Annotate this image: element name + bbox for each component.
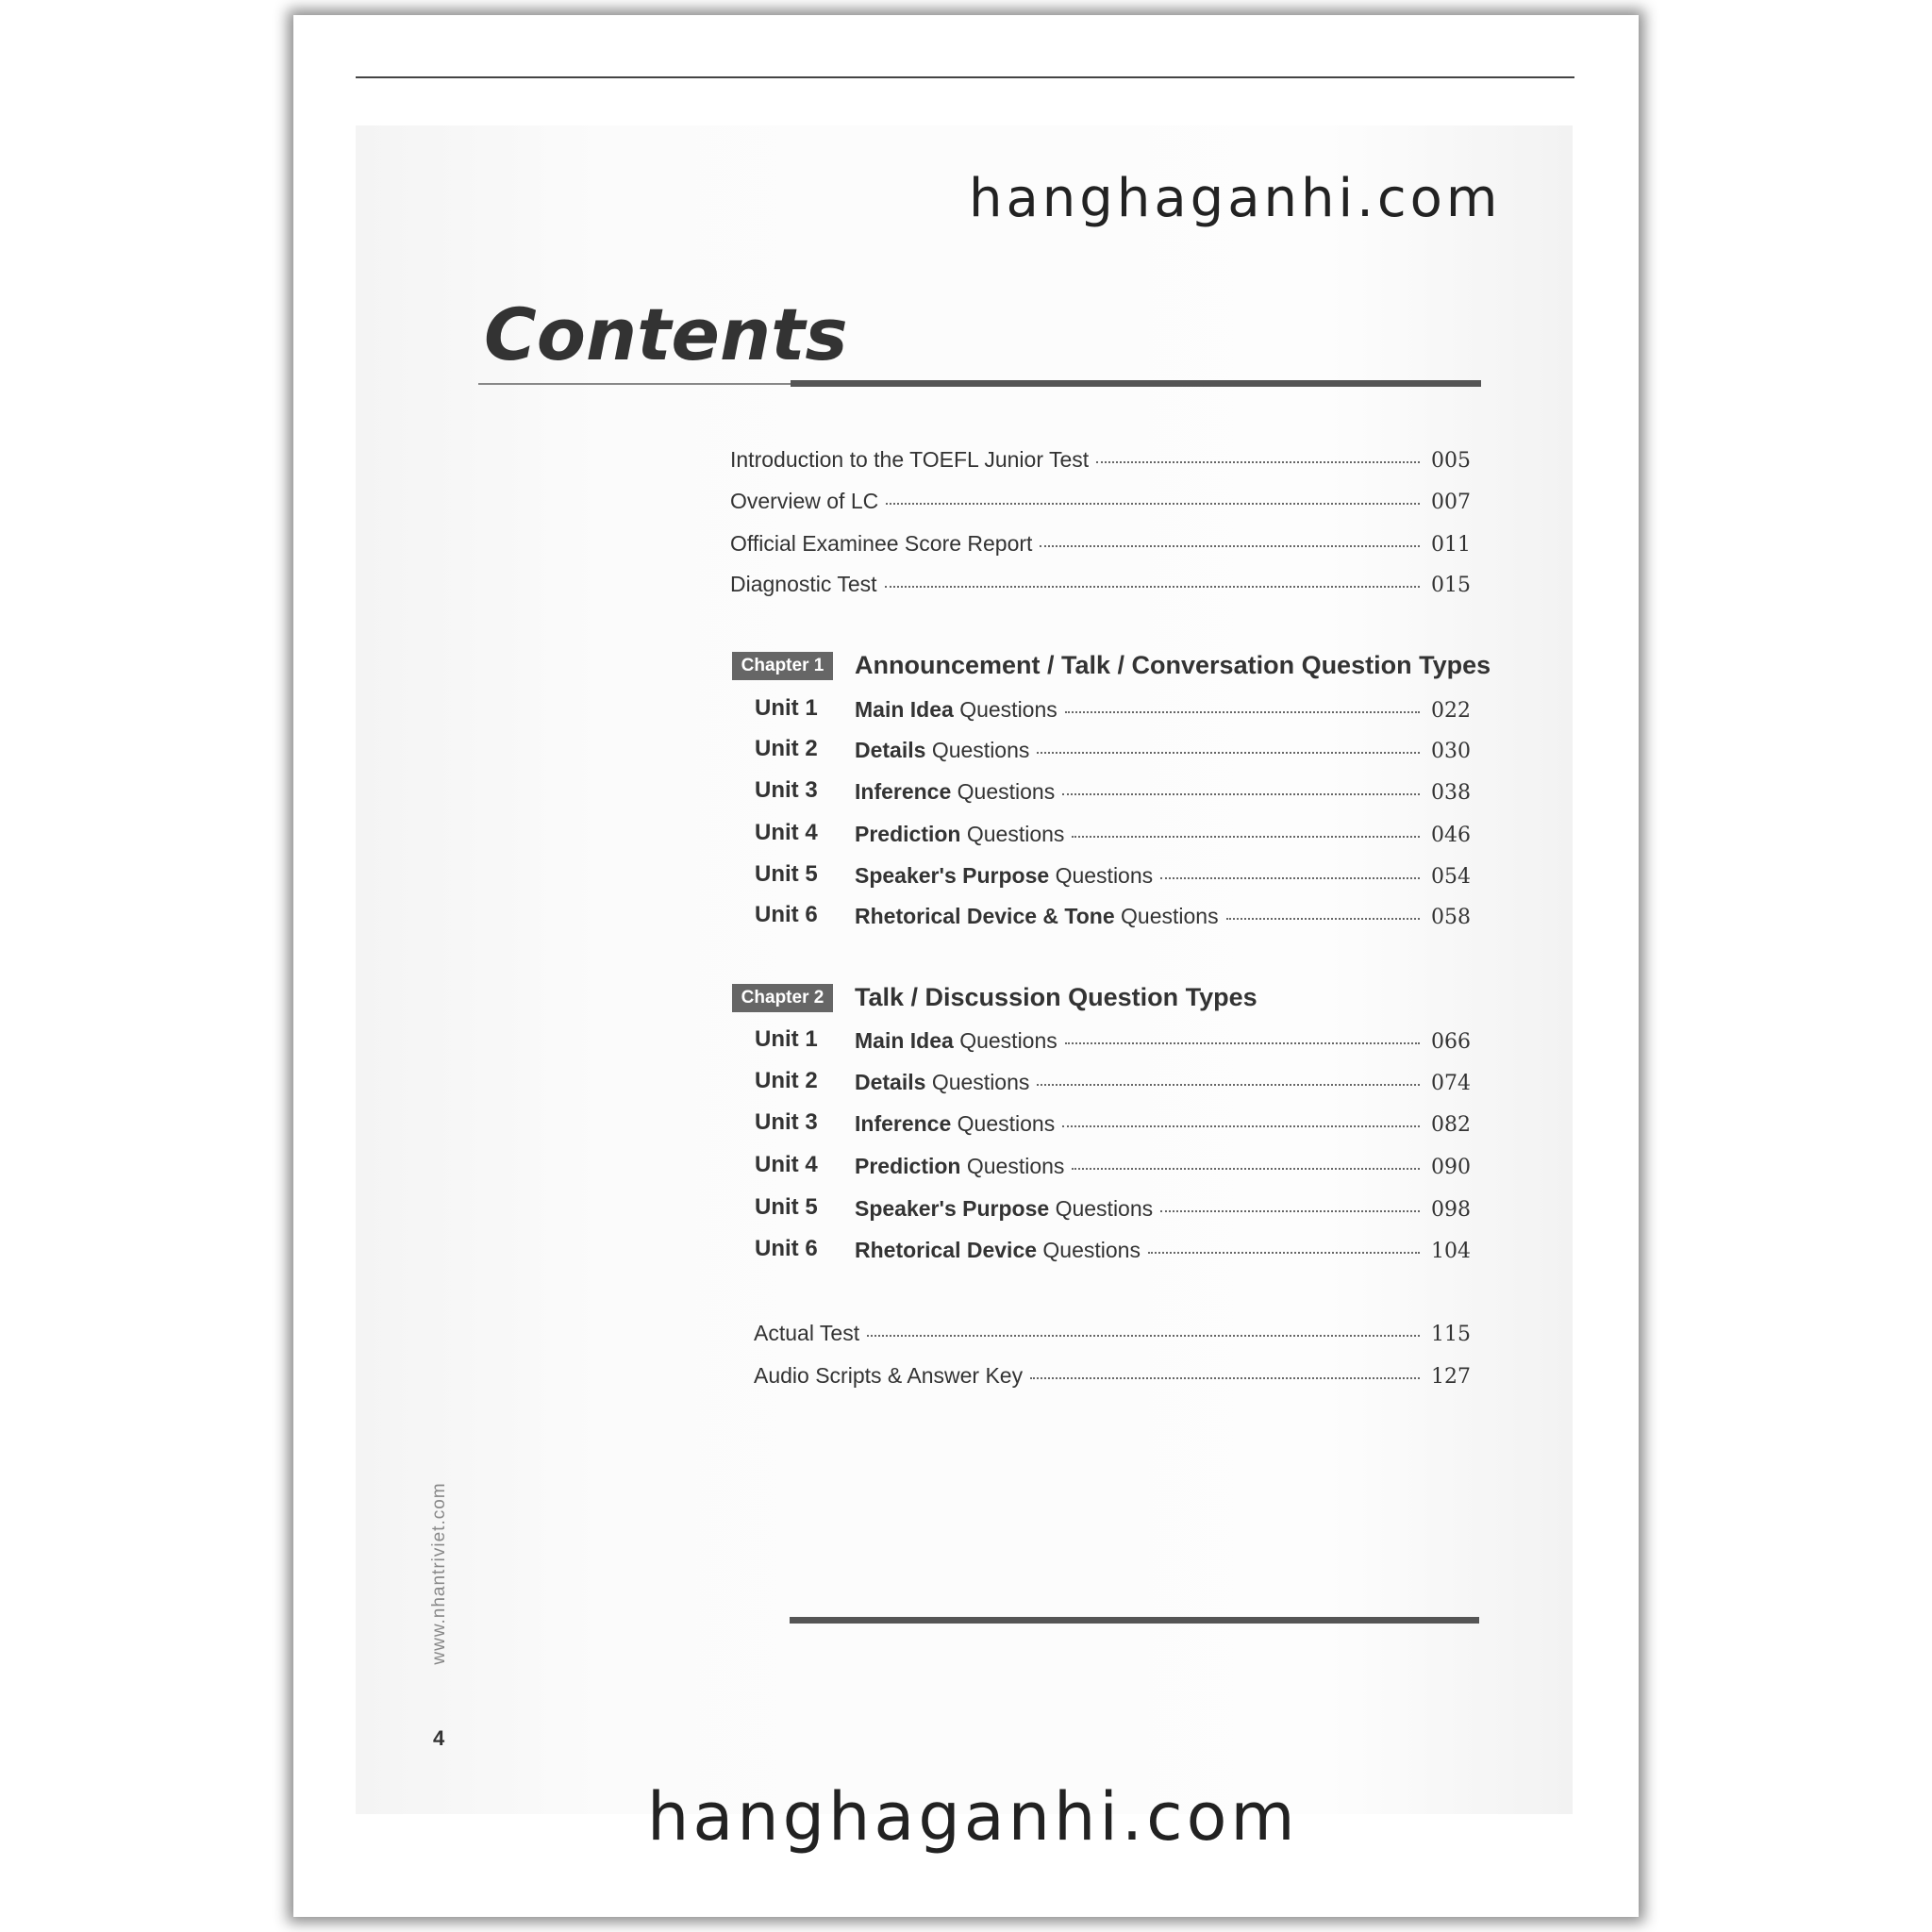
entry-title: Actual Test [754,1321,860,1345]
toc-entry[interactable] [855,1154,1471,1179]
page-ref: 090 [1431,1156,1471,1179]
toc-entry[interactable] [754,1321,1471,1346]
dot-leader [1062,1125,1420,1127]
entry-title-rest: Questions [960,822,1065,846]
page-ref: 015 [1431,574,1471,597]
page-ref: 005 [1431,449,1471,473]
entry-title-bold: Details [855,1070,926,1094]
toc-entry[interactable] [730,531,1471,557]
entry-title-bold: Speaker's Purpose [855,1196,1050,1221]
toc-entry[interactable] [754,1363,1471,1389]
chapter-title[interactable]: Talk / Discussion Question Types [855,983,1257,1011]
page-title: Contents [484,292,848,376]
page-ref: 058 [1431,906,1471,929]
chapter-title[interactable]: Announcement / Talk / Conversation Question Types [855,651,1491,679]
entry-title-rest: Questions [1049,1196,1154,1221]
entry-title [855,1028,1058,1054]
entry-title-bold: Main Idea [855,697,954,722]
publisher-url: www.nhantriviet.com [429,1482,449,1665]
toc-entry[interactable] [855,697,1471,723]
dot-leader [1037,752,1420,754]
entry-title-bold: Rhetorical Device [855,1238,1038,1262]
toc-entry[interactable] [855,738,1471,763]
page-ref: 046 [1431,824,1471,847]
toc-entry[interactable] [730,489,1471,514]
dot-leader [1226,918,1420,920]
entry-title [855,1238,1141,1263]
bottom-thick-rule [790,1617,1479,1624]
entry-title: Introduction to the TOEFL Junior Test [730,447,1090,472]
title-thick-rule [791,380,1481,387]
unit-label: Unit 4 [755,1152,818,1177]
dot-leader [867,1335,1420,1337]
entry-title-rest: Questions [953,697,1058,722]
dot-leader [1160,1210,1420,1212]
scanned-page-area [356,125,1573,1814]
page-ref: 030 [1431,740,1471,763]
dot-leader [885,586,1420,588]
entry-title: Audio Scripts & Answer Key [754,1363,1024,1388]
page-ref: 127 [1431,1365,1471,1389]
entry-title: Overview of LC [730,489,879,513]
title-thin-rule [478,383,791,385]
page-ref: 007 [1431,491,1471,514]
dot-leader [1065,1042,1420,1044]
entry-title-bold: Rhetorical Device & Tone [855,904,1115,928]
dot-leader [886,503,1420,505]
unit-label: Unit 1 [755,695,818,721]
entry-title-rest: Questions [951,1111,1056,1136]
unit-label: Unit 2 [755,736,818,761]
top-rule [356,76,1574,78]
dot-leader [1160,877,1420,879]
dot-leader [1040,545,1420,547]
dot-leader [1148,1252,1420,1254]
entry-title [855,738,1029,763]
chapter-badge: Chapter 1 [732,652,833,680]
toc-entry[interactable] [730,447,1471,473]
page-number: 4 [433,1726,445,1750]
unit-label: Unit 3 [755,1109,818,1135]
unit-label: Unit 6 [755,902,818,927]
unit-label: Unit 2 [755,1068,818,1093]
entry-title-rest: Questions [1049,863,1154,888]
toc-entry[interactable] [855,904,1471,929]
entry-title-bold: Details [855,738,926,762]
dot-leader [1072,1168,1420,1170]
entry-title-rest: Questions [1114,904,1219,928]
page-ref: 074 [1431,1072,1471,1095]
entry-title [855,863,1153,889]
entry-title [855,1196,1153,1222]
entry-title [855,904,1219,929]
toc-entry[interactable] [855,1111,1471,1137]
entry-title-bold: Inference [855,1111,952,1136]
entry-title [855,779,1055,805]
entry-title [855,1111,1055,1137]
toc-entry[interactable] [855,1070,1471,1095]
entry-title-bold: Inference [855,779,952,804]
page-ref: 098 [1431,1198,1471,1222]
toc-entry[interactable] [855,1238,1471,1263]
unit-label: Unit 5 [755,1194,818,1220]
watermark-top: hanghaganhi.com [969,168,1502,229]
page-ref: 066 [1431,1030,1471,1054]
entry-title: Diagnostic Test [730,572,877,596]
unit-label: Unit 4 [755,820,818,845]
toc-entry[interactable] [855,1196,1471,1222]
entry-title-rest: Questions [925,738,1030,762]
chapter-badge: Chapter 2 [732,984,833,1012]
dot-leader [1062,793,1420,795]
page-ref: 022 [1431,699,1471,723]
entry-title-rest: Questions [951,779,1056,804]
page-ref: 082 [1431,1113,1471,1137]
entry-title [855,697,1058,723]
page-ref: 115 [1431,1323,1471,1346]
toc-entry[interactable] [855,822,1471,847]
page-ref: 038 [1431,781,1471,805]
entry-title: Official Examinee Score Report [730,531,1033,556]
dot-leader [1096,461,1420,463]
entry-title-rest: Questions [925,1070,1030,1094]
toc-entry[interactable] [855,1028,1471,1054]
unit-label: Unit 1 [755,1026,818,1052]
entry-title [855,822,1064,847]
unit-label: Unit 6 [755,1236,818,1261]
entry-title-bold: Prediction [855,1154,961,1178]
dot-leader [1037,1084,1420,1086]
entry-title-bold: Speaker's Purpose [855,863,1050,888]
entry-title-rest: Questions [960,1154,1065,1178]
entry-title-rest: Questions [953,1028,1058,1053]
dot-leader [1030,1377,1420,1379]
page-ref: 104 [1431,1240,1471,1263]
dot-leader [1072,836,1420,838]
toc-entry[interactable] [855,863,1471,889]
entry-title [855,1154,1064,1179]
entry-title-bold: Prediction [855,822,961,846]
entry-title-rest: Questions [1037,1238,1141,1262]
watermark-bottom: hanghaganhi.com [647,1778,1299,1856]
unit-label: Unit 3 [755,777,818,803]
toc-entry[interactable] [730,572,1471,597]
dot-leader [1065,711,1420,713]
entry-title-bold: Main Idea [855,1028,954,1053]
page-ref: 011 [1431,533,1471,557]
unit-label: Unit 5 [755,861,818,887]
toc-entry[interactable] [855,779,1471,805]
page-ref: 054 [1431,865,1471,889]
entry-title [855,1070,1029,1095]
